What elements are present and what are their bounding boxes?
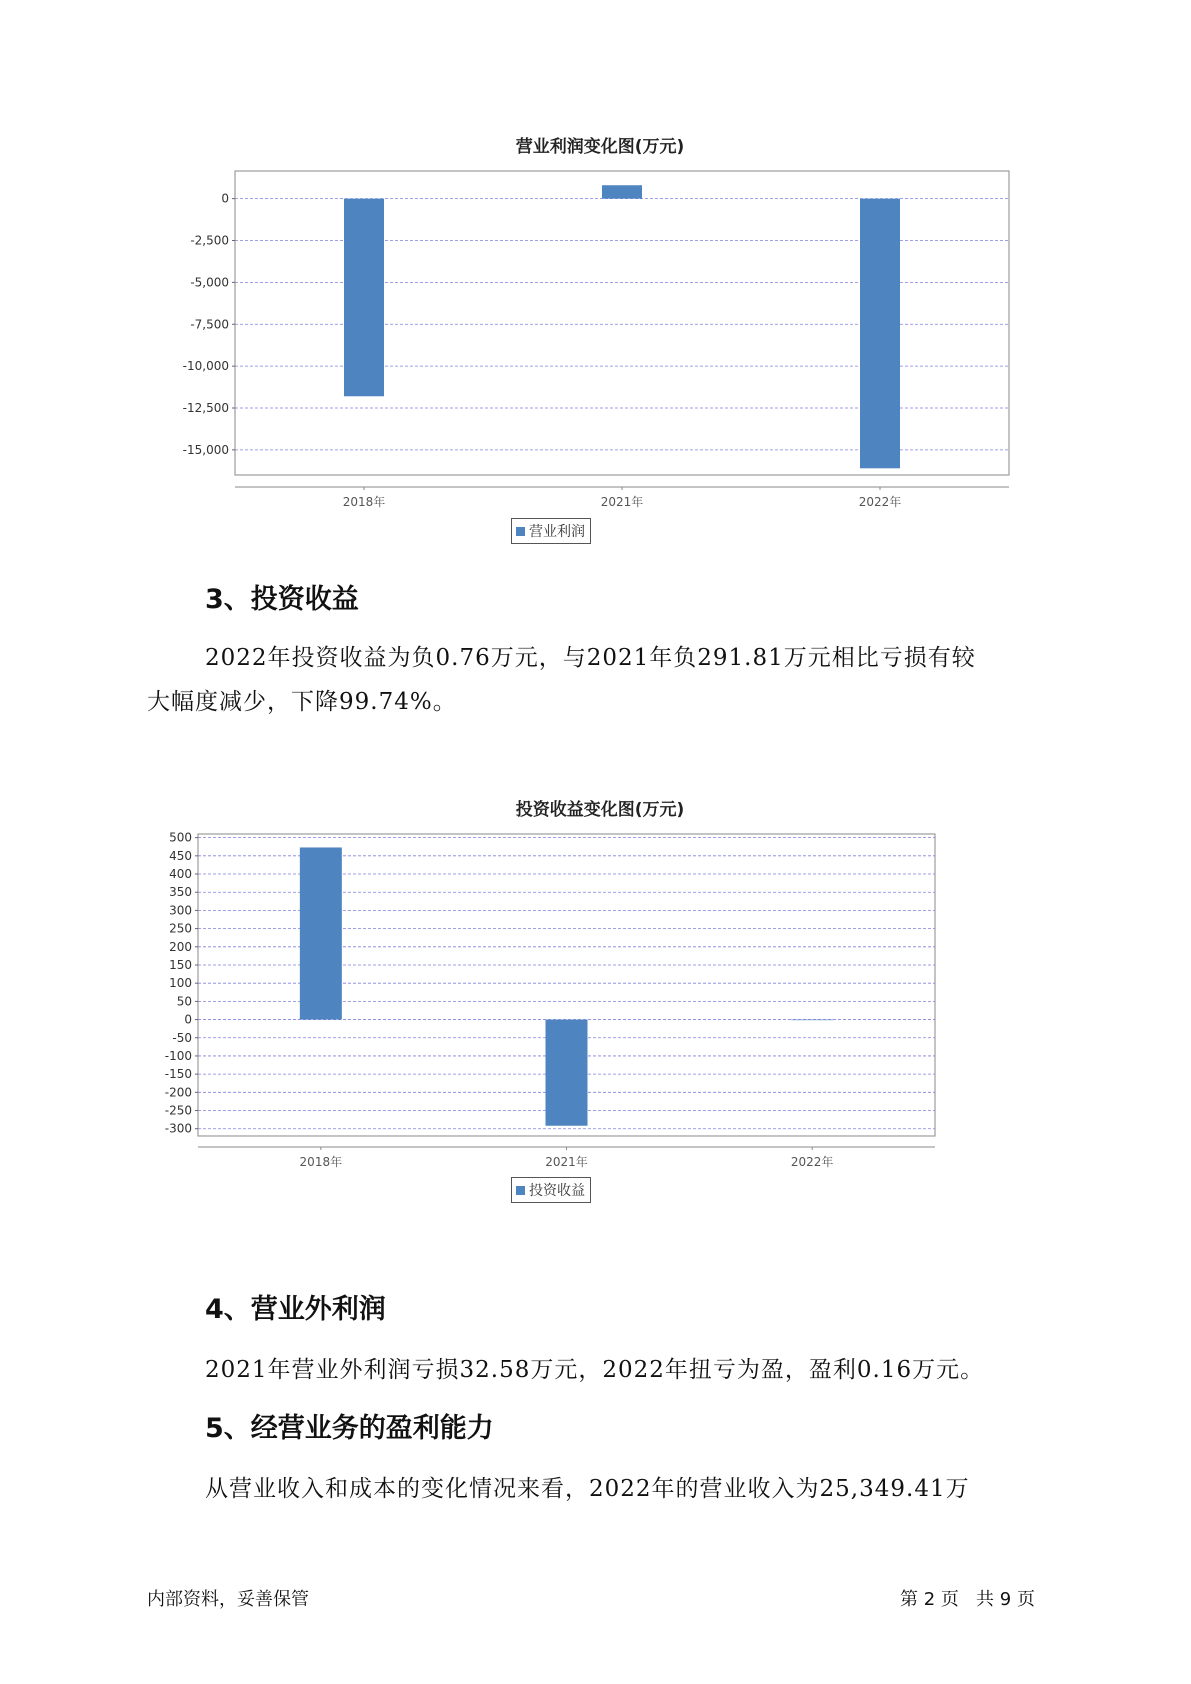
y-tick-label: -300 — [164, 1121, 192, 1136]
y-tick-label: 350 — [169, 885, 192, 900]
y-tick-label: 250 — [169, 921, 192, 936]
section-3-para-line2: 大幅度减少，下降99.74%。 — [147, 689, 457, 715]
y-tick-label: 500 — [169, 830, 192, 845]
x-tick-label: 2018年 — [342, 495, 386, 509]
investment-income-chart — [150, 795, 1050, 1215]
y-tick-label: -12,500 — [182, 401, 229, 416]
bar — [860, 199, 900, 469]
chart-legend — [511, 1177, 591, 1203]
legend-swatch — [516, 527, 525, 536]
y-tick-label: -7,500 — [190, 317, 229, 332]
bar — [300, 847, 342, 1019]
section-4-heading: 4、营业外利润 — [205, 1294, 386, 1325]
y-tick-label: 0 — [221, 191, 229, 206]
x-tick-label: 2021年 — [545, 1155, 588, 1169]
y-tick-label: 400 — [169, 867, 192, 882]
y-tick-label: -200 — [164, 1085, 192, 1100]
y-tick-label: 300 — [169, 903, 192, 918]
y-tick-label: -100 — [164, 1048, 192, 1063]
chart-canvas — [150, 165, 1050, 545]
y-tick-label: -50 — [172, 1030, 192, 1045]
chart-legend — [511, 518, 591, 544]
section-3-heading: 3、投资收益 — [205, 584, 359, 615]
y-tick-label: -150 — [164, 1067, 192, 1082]
y-tick-label: 150 — [169, 957, 192, 972]
bar — [791, 1020, 833, 1021]
section-5-para-line1: 从营业收入和成本的变化情况来看，2022年的营业收入为25,349.41万 — [205, 1476, 970, 1502]
y-tick-label: 0 — [184, 1012, 192, 1027]
x-tick-label: 2022年 — [858, 495, 902, 509]
chart-title: 营业利润变化图(万元) — [515, 137, 685, 157]
bar — [344, 199, 384, 397]
operating-profit-chart — [150, 130, 1050, 550]
y-tick-label: 50 — [176, 994, 192, 1009]
legend-label: 营业利润 — [529, 524, 585, 540]
x-tick-label: 2022年 — [790, 1155, 834, 1169]
x-tick-label: 2018年 — [299, 1155, 343, 1169]
y-tick-label: -250 — [164, 1103, 192, 1118]
bar — [546, 1020, 588, 1126]
chart-canvas — [150, 830, 1050, 1210]
y-tick-label: 450 — [169, 848, 192, 863]
y-tick-label: -2,500 — [190, 233, 229, 248]
section-3-para-line1: 2022年投资收益为负0.76万元，与2021年负291.81万元相比亏损有较 — [205, 645, 976, 671]
section-4-para-line1: 2021年营业外利润亏损32.58万元，2022年扭亏为盈，盈利0.16万元。 — [205, 1357, 985, 1383]
y-tick-label: -10,000 — [182, 359, 229, 374]
legend-label: 投资收益 — [529, 1183, 585, 1199]
y-tick-label: -5,000 — [190, 275, 229, 290]
section-5-heading: 5、经营业务的盈利能力 — [205, 1413, 494, 1444]
x-tick-label: 2021年 — [600, 495, 644, 509]
y-tick-label: -15,000 — [182, 442, 229, 457]
footer-left: 内部资料，妥善保管 — [147, 1589, 309, 1610]
legend-swatch — [516, 1186, 525, 1195]
chart-title: 投资收益变化图(万元) — [515, 800, 685, 820]
y-tick-label: 200 — [169, 939, 192, 954]
bar — [602, 185, 642, 198]
y-tick-label: 100 — [169, 976, 192, 991]
footer-page-number: 第 2 页 共 9 页 — [900, 1589, 1035, 1610]
